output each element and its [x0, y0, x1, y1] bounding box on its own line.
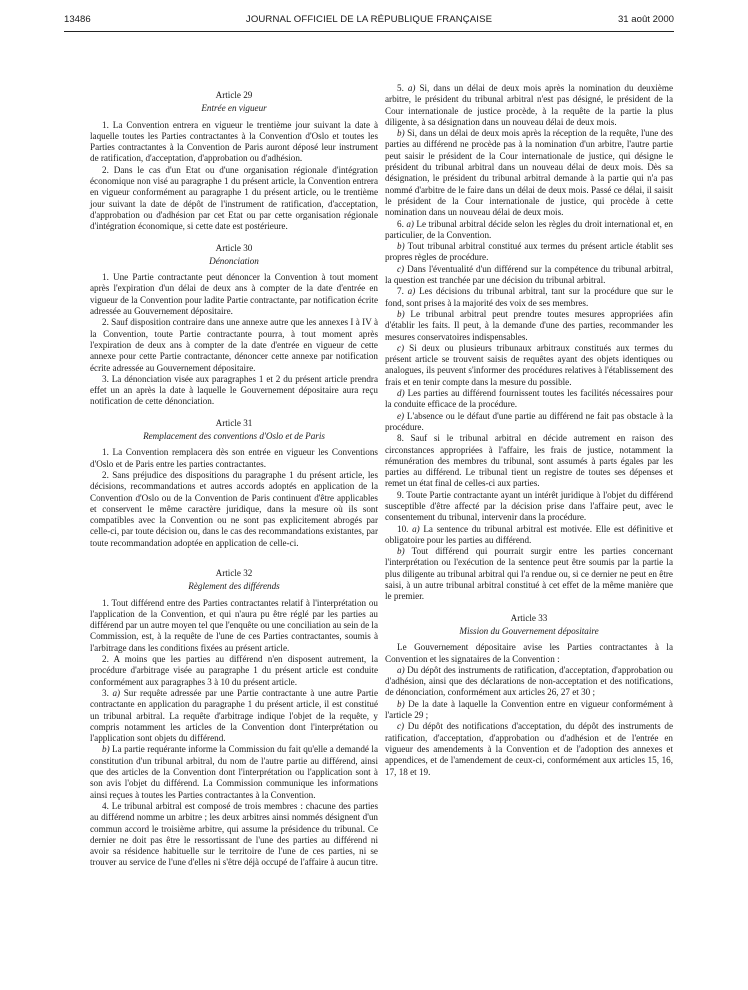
article-32-paragraph: 3. a) Sur requête adressée par une Partie contractante à une autre Partie contractante en application du paragraphe 1 du présent article, il est constitué un tribunal arbitral. La requête d'arbitrage indique l'objet de la requête, y compris notamment les articles de la Convention dont l'interprétation ou l'application sont objets du différend.	[90, 687, 378, 744]
article-33-paragraph: Le Gouvernement dépositaire avise les Parties contractantes à la Convention et les signataires de la Convention :	[385, 642, 673, 664]
article-32-paragraph: c) Si deux ou plusieurs tribunaux arbitraux constitués aux termes du présent article se trouvent saisis de requêtes ayant des objets identiques ou analogues, ils peuvent s'informer des procédures relatives à l'établissement des frais et en tenir compte dans la mesure du possible.	[385, 342, 673, 387]
article-32-paragraph: 2. A moins que les parties au différend n'en disposent autrement, la procédure d'arbitrage visée au paragraphe 1 du présent article est conduite conformément aux paragraphes 3 à 10 du présent article.	[90, 654, 378, 687]
article-32-paragraph: 7. a) Les décisions du tribunal arbitral, tant sur la procédure que sur le fond, sont prises à la majorité des voix de ses membres.	[385, 286, 673, 308]
article-32-paragraph: 5. a) Si, dans un délai de deux mois après la nomination du deuxième arbitre, le président du tribunal arbitral n'est pas désigné, le président de la Cour internationale de justice procède, à la requête de la partie la plus diligente, à sa désignation dans un nouveau délai de deux mois.	[385, 83, 673, 127]
article-33-paragraph: a) Du dépôt des instruments de ratification, d'acceptation, d'approbation ou d'adhésion, ainsi que des déclarations de non-acceptation et des notifications, de dénonciation, conformément aux articles 26, 27 et 30 ;	[385, 664, 673, 698]
article-31-paragraph: 1. La Convention remplacera dès son entrée en vigueur les Conventions d'Oslo et de Paris entre les parties contractantes.	[90, 447, 378, 469]
article-33-subtitle: Mission du Gouvernement dépositaire	[459, 625, 599, 636]
article-29-title: Article 29	[215, 90, 253, 100]
article-32-paragraph: 8. Sauf si le tribunal arbitral en décide autrement en raison des circonstances appropriées à l'affaire, les frais de justice, notamment la rémunération des membres du tribunal, sont assumés à parts égales par les parties au différend. Le tribunal tient un registre de toutes ses dépenses et remet un état final de celles-ci aux parties.	[385, 433, 673, 489]
article-30-paragraph: 2. Sauf disposition contraire dans une annexe autre que les annexes I à IV à la Convention, toute Partie contractante pourra, à tout moment après l'expiration de deux ans à compter de la date d'entrée en vigueur de cette annexe pour cette Partie contractante, dénoncer cette annexe par notification écrite adressée au Gouvernement dépositaire.	[90, 317, 378, 373]
article-32-paragraph: b) Si, dans un délai de deux mois après la réception de la requête, l'une des parties au différend ne procède pas à la nomination d'un arbitre, l'autre partie peut saisir le président de la Cour internationale de justice, qui désigne le président du tribunal arbitral dans un nouveau délai de deux mois. Dès sa désignation, le président du tribunal arbitral demande à la partie qui n'a pas nommé d'arbitre de le faire dans un délai de deux mois. Passé ce délai, il saisit le président de la Cour internationale de justice, qui procède à cette nomination dans un nouveau délai de deux mois.	[385, 128, 673, 218]
left-column	[90, 90, 378, 869]
page-number: 13486	[64, 14, 91, 25]
article-30-subtitle: Dénonciation	[209, 255, 259, 266]
article-29-subtitle: Entrée en vigueur	[201, 103, 267, 114]
header-rule	[64, 31, 674, 32]
right-column	[385, 83, 673, 778]
article-30-paragraph: 3. La dénonciation visée aux paragraphes 1 et 2 du présent article prendra effet un an après la date à laquelle le Gouvernement dépositaire aura reçu notification de cette dénonciation.	[90, 373, 378, 407]
article-30-title: Article 30	[215, 242, 253, 253]
article-31-title: Article 31	[215, 417, 253, 428]
article-29-paragraph: 1. La Convention entrera en vigueur le trentième jour suivant la date à laquelle toutes les Parties contractantes à la Convention d'Oslo et toutes les Parties contractantes à la Convention de Paris auront déposé leur instrument de ratification, d'acceptation, d'approbation ou d'adhésion.	[90, 119, 378, 164]
article-31-subtitle: Remplacement des conventions d'Oslo et de Paris	[143, 431, 325, 442]
article-32-paragraph: 4. Le tribunal arbitral est composé de trois membres : chacune des parties au différend nomme un arbitre ; les deux arbitres ainsi nommés désignent d'un commun accord le troisième arbitre, qui assume la présidence du tribunal. Ce dernier ne doit pas être le ressortissant de l'une des parties au différend ni avoir sa résidence habituelle sur le territoire de l'une de ces parties, ni se trouver au service de l'une d'elles ni s'être déjà occupé de l'affaire à aucun titre.	[90, 800, 378, 868]
article-32-title: Article 32	[215, 567, 253, 578]
article-32-paragraph: c) Dans l'éventualité d'un différend sur la compétence du tribunal arbitral, la question est tranchée par une décision du tribunal arbitral.	[385, 263, 673, 286]
article-30-paragraph: 1. Une Partie contractante peut dénoncer la Convention à tout moment après l'expiration d'un délai de deux ans à compter de la date d'entrée en vigueur de la Convention pour ladite Partie contractante, par notification écrite adressée au Gouvernement dépositaire.	[90, 272, 378, 317]
article-32-paragraph: b) Le tribunal arbitral peut prendre toutes mesures appropriées afin d'établir les faits. Il peut, à la demande d'une des parties, recommander les mesures conservatoires indispensables.	[385, 308, 673, 342]
article-33-paragraph: b) De la date à laquelle la Convention entre en vigueur conformément à l'article 29 ;	[385, 698, 673, 721]
article-32-paragraph: b) Tout tribunal arbitral constitué aux termes du présent article établit ses propres règles de procédure.	[385, 241, 673, 263]
article-32-paragraph: 9. Toute Partie contractante ayant un intérêt juridique à l'objet du différend susceptible d'être affecté par la décision prise dans l'affaire peut, avec le consentement du tribunal, intervenir dans la procédure.	[385, 489, 673, 523]
article-32-subtitle: Règlement des différends	[188, 581, 280, 592]
journal-title: JOURNAL OFFICIEL DE LA RÉPUBLIQUE FRANÇAISE	[245, 14, 493, 25]
article-32-paragraph: e) L'absence ou le défaut d'une partie au différend ne fait pas obstacle à la procédure.	[385, 410, 673, 432]
article-32-paragraph: b) Tout différend qui pourrait surgir entre les parties concernant l'interprétation ou l'exécution de la sentence peut être soumis par la partie la plus diligente au tribunal arbitral qui l'a rendue ou, si ce dernier ne peut en être saisi, à un autre tribunal arbitral constitué à cet effet de la même manière que le premier.	[385, 546, 673, 602]
page-header	[64, 14, 674, 28]
article-32-paragraph: 1. Tout différend entre des Parties contractantes relatif à l'interprétation ou l'application de la Convention, et qui n'aura pu être réglé par les parties au différend par un autre moyen tel que l'enquête ou une conciliation au sein de la Commission, est, à la requête de l'une de ces Parties contractantes, soumis à l'arbitrage dans les conditions fixées au présent article.	[90, 597, 378, 653]
article-32-paragraph: b) La partie requérante informe la Commission du fait qu'elle a demandé la constitution d'un tribunal arbitral, du nom de l'autre partie au différend, ainsi que des articles de la Convention dont l'interprétation ou l'application sont à son avis l'objet du différend. La Commission communique les informations ainsi reçues à toutes les Parties contractantes à la Convention.	[90, 744, 378, 800]
article-32-paragraph: d) Les parties au différend fournissent toutes les facilités nécessaires pour la conduite efficace de la procédure.	[385, 388, 673, 410]
article-31-paragraph: 2. Sans préjudice des dispositions du paragraphe 1 du présent article, les décisions, recommandations et autres accords adoptés en application de la Convention d'Oslo ou de la Convention de Paris continuent d'être applicables et conservent le même caractère juridique, dans la mesure où ils sont compatibles avec la Convention ou ne sont pas explicitement abrogés par celle-ci, par toute décision ou, dans le cas des recommandations existantes, par toute recommandation adoptée en application de celle-ci.	[90, 469, 378, 548]
article-32-paragraph: 10. a) La sentence du tribunal arbitral est motivée. Elle est définitive et obligatoire pour les parties au différend.	[385, 523, 674, 545]
issue-date: 31 août 2000	[617, 14, 674, 25]
article-32-paragraph: 6. a) Le tribunal arbitral décide selon les règles du droit international et, en particulier, de la Convention.	[385, 218, 673, 240]
article-29-paragraph: 2. Dans le cas d'un Etat ou d'une organisation régionale d'intégration économique non visé au paragraphe 1 du présent article, la Convention entrera en vigueur conformément au paragraphe 1 du présent article, ou le trentième jour suivant la date de dépôt de l'instrument de ratification, d'acceptation, d'approbation ou d'adhésion par cet Etat ou par cette organisation régionale d'intégration économique, si cette date est postérieure.	[90, 164, 378, 232]
article-33-title: Article 33	[510, 612, 548, 623]
article-33-paragraph: c) Du dépôt des notifications d'acceptation, du dépôt des instruments de ratification, d'acceptation, d'approbation ou d'adhésion et de l'entrée en vigueur des amendements à la Convention et de l'adoption des annexes et appendices, et de l'amendement de ceux-ci, conformément aux articles 15, 16, 17, 18 et 19.	[385, 721, 673, 777]
